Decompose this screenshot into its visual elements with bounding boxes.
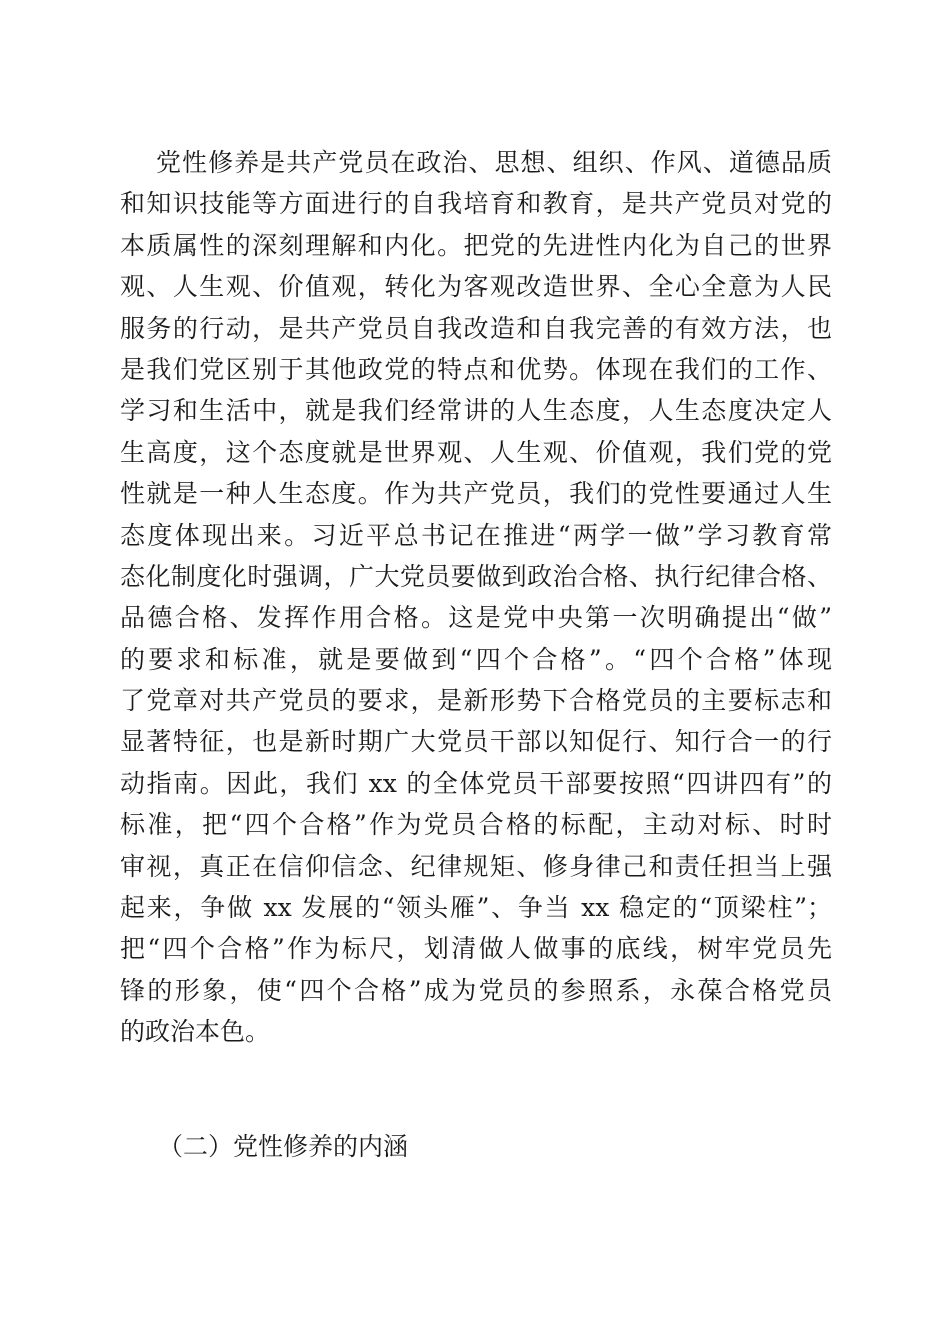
paragraph-line: 态化制度化时强调，广大党员要做到政治合格、执行纪律合格、 xyxy=(120,561,832,591)
paragraph-line: 的要求和标准，就是要做到“四个合格”。“四个合格”体现 xyxy=(120,644,832,674)
paragraph-line: 锋的形象，使“四个合格”成为党员的参照系，永葆合格党员 xyxy=(120,975,832,1005)
section-heading: （二）党性修养的内涵 xyxy=(158,1132,409,1161)
paragraph-line: 审视，真正在信仰信念、纪律规矩、修身律己和责任担当上强 xyxy=(120,851,832,881)
paragraph-line: 是我们党区别于其他政党的特点和优势。体现在我们的工作、 xyxy=(120,354,832,384)
paragraph-line: 生高度，这个态度就是世界观、人生观、价值观，我们党的党 xyxy=(120,437,832,467)
paragraph-line: 态度体现出来。习近平总书记在推进“两学一做”学习教育常 xyxy=(120,520,832,550)
paragraph-line: 显著特征，也是新时期广大党员干部以知促行、知行合一的行 xyxy=(120,727,832,757)
paragraph-line: 本质属性的深刻理解和内化。把党的先进性内化为自己的世界 xyxy=(120,230,832,260)
paragraph-line: 把“四个合格”作为标尺，划清做人做事的底线，树牢党员先 xyxy=(120,934,832,964)
paragraph-line: 党性修养是共产党员在政治、思想、组织、作风、道德品质 xyxy=(156,148,832,177)
paragraph-line: 和知识技能等方面进行的自我培育和教育，是共产党员对党的 xyxy=(120,189,832,219)
paragraph-line: 标准，把“四个合格”作为党员合格的标配，主动对标、时时 xyxy=(120,810,832,840)
paragraph-line: 性就是一种人生态度。作为共产党员，我们的党性要通过人生 xyxy=(120,479,832,509)
body-paragraph xyxy=(120,142,832,1053)
paragraph-line: 起来，争做 xx 发展的“领头雁”、争当 xx 稳定的“顶梁柱”； xyxy=(120,893,832,923)
paragraph-line: 品德合格、发挥作用合格。这是党中央第一次明确提出“做” xyxy=(120,603,832,633)
paragraph-line: 学习和生活中，就是我们经常讲的人生态度，人生态度决定人 xyxy=(120,396,832,426)
paragraph-line: 观、人生观、价值观，转化为客观改造世界、全心全意为人民 xyxy=(120,272,832,302)
paragraph-line: 服务的行动，是共产党员自我改造和自我完善的有效方法，也 xyxy=(120,313,832,343)
paragraph-line: 动指南。因此，我们 xx 的全体党员干部要按照“四讲四有”的 xyxy=(120,768,832,798)
paragraph-line: 的政治本色。 xyxy=(120,1017,271,1047)
paragraph-line: 了党章对共产党员的要求，是新形势下合格党员的主要标志和 xyxy=(120,686,832,716)
